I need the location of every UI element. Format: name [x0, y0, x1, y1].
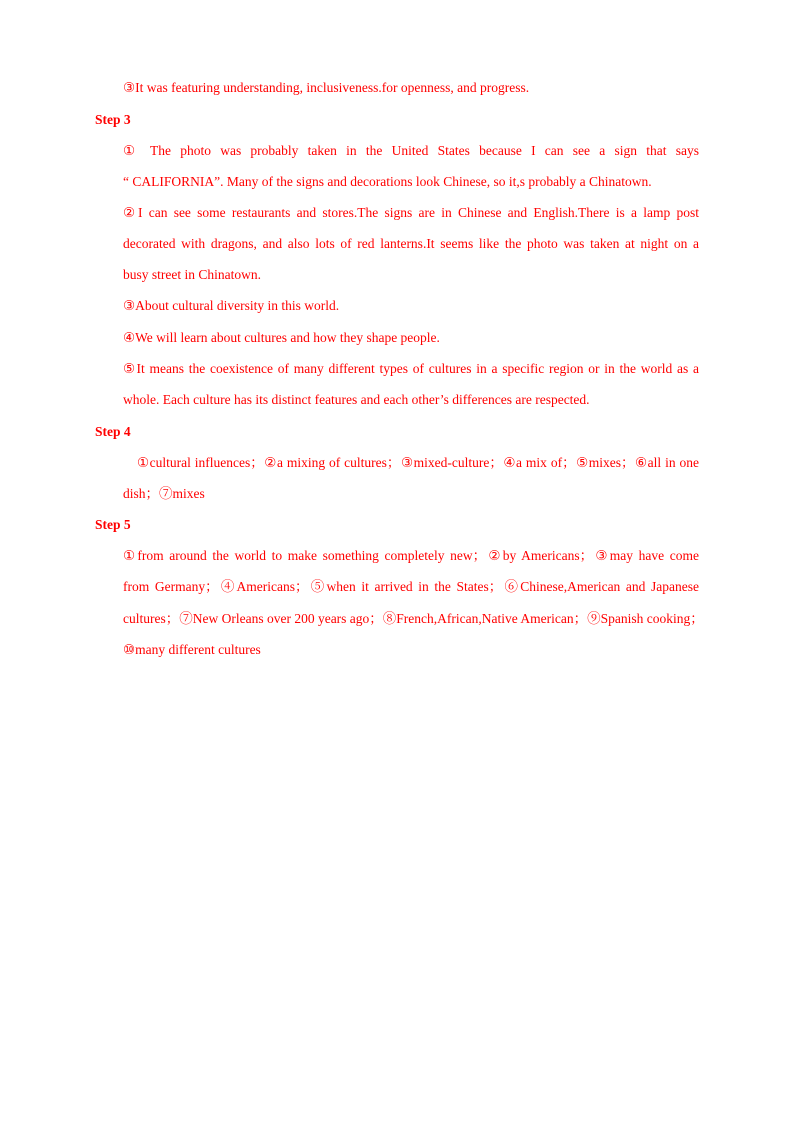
- step5-line-1: ①from around the world to make something completely new；②by Americans；③may have come: [123, 548, 699, 563]
- step4-line-1: ①cultural influences；②a mixing of cultures；③mixed-culture；④a mix of；⑤mixes；⑥all in one: [137, 455, 699, 470]
- step5-heading: Step 5: [95, 517, 131, 532]
- top-item-3: ③It was featuring understanding, inclusiveness.for openness, and progress.: [123, 80, 530, 95]
- step3-line-9: whole. Each culture has its distinct features and each other’s differences are respected.: [123, 392, 590, 407]
- step3-line-4: decorated with dragons, and also lots of red lanterns.It seems like the photo was taken at night on a: [123, 236, 699, 251]
- step3-line-2: “ CALIFORNIA”. Many of the signs and decorations look Chinese, so it,s probably a Chinatown.: [123, 174, 652, 189]
- step5-line-4: ⑩many different cultures: [123, 642, 261, 657]
- step3-line-6: ③About cultural diversity in this world.: [123, 298, 340, 313]
- step5-line-3: cultures；⑦New Orleans over 200 years ago；⑧French,African,Native American；⑨Spanish cooking；: [123, 611, 704, 626]
- step3-heading: Step 3: [95, 112, 131, 127]
- step3-line-8: ⑤It means the coexistence of many different types of cultures in a specific region or in the world as a: [123, 361, 699, 376]
- step3-line-3: ②I can see some restaurants and stores.The signs are in Chinese and English.There is a lamp post: [123, 205, 699, 220]
- step4-heading: Step 4: [95, 424, 131, 439]
- step3-line-5: busy street in Chinatown.: [123, 267, 261, 282]
- step3-line-1: ① The photo was probably taken in the United States because I can see a sign that says: [123, 143, 699, 158]
- step3-line-7: ④We will learn about cultures and how they shape people.: [123, 330, 440, 345]
- step4-line-2: dish；⑦mixes: [123, 486, 205, 501]
- step5-line-2: from Germany；④Americans；⑤when it arrived in the States；⑥Chinese,American and Japanese: [123, 579, 699, 594]
